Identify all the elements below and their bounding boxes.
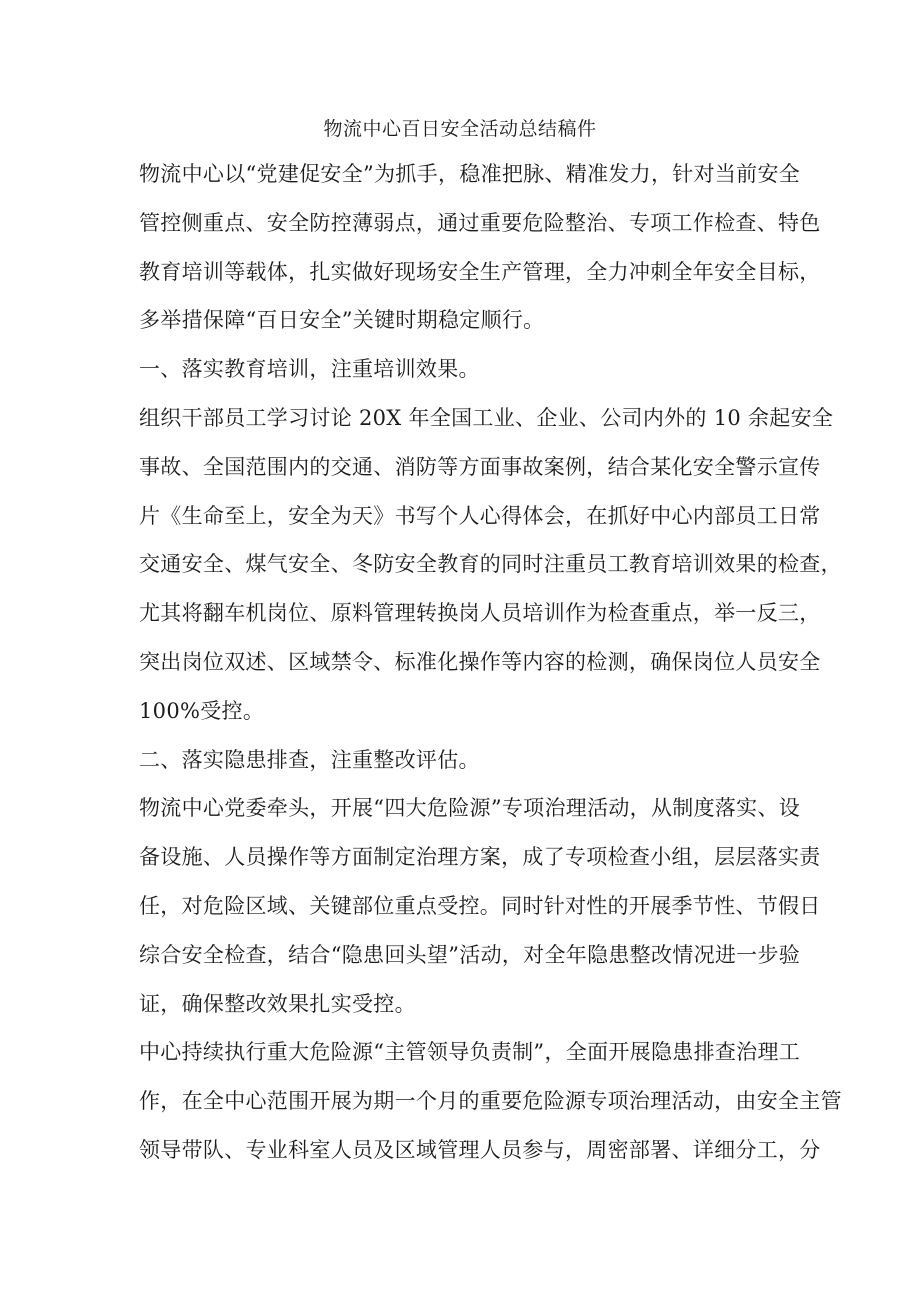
paragraph-line: 领导带队、专业科室人员及区域管理人员参与，周密部署、详细分工，分 [139,1137,821,1162]
paragraph-line: 组织干部员工学习讨论 20X 年全国工业、企业、公司内外的 10 余起安全 [139,405,834,430]
paragraph-line: 作，在全中心范围开展为期一个月的重要危险源专项治理活动，由安全主管 [139,1089,842,1114]
document-title: 物流中心百日安全活动总结稿件 [323,118,597,140]
paragraph-line: 突出岗位双述、区域禁令、标准化操作等内容的检测，确保岗位人员安全 [139,649,821,674]
paragraph-line: 物流中心以“党建促安全”为抓手，稳准把脉、精准发力，针对当前安全 [139,162,801,186]
section-heading: 二、落实隐患排查，注重整改评估。 [139,747,480,772]
paragraph-line: 物流中心党委牵头，开展“四大危险源”专项治理活动，从制度落实、设 [139,796,801,821]
paragraph-line: 交通安全、煤气安全、冬防安全教育的同时注重员工教育培训效果的检查， [139,552,842,577]
section-heading: 一、落实教育培训，注重培训效果。 [139,357,480,382]
paragraph-line: 管控侧重点、安全防控薄弱点，通过重要危险整治、专项工作检查、特色 [139,210,821,235]
paragraph-line: 中心持续执行重大危险源“主管领导负责制”，全面开展隐患排查治理工 [139,1040,801,1065]
paragraph-line: 片《生命至上，安全为天》书写个人心得体会，在抓好中心内部员工日常 [139,503,821,528]
paragraph-line: 任，对危险区域、关键部位重点受控。同时针对性的开展季节性、节假日 [139,893,821,918]
paragraph-line: 教育培训等载体，扎实做好现场安全生产管理，全力冲刺全年安全目标， [139,259,821,284]
paragraph-line: 综合安全检查，结合“隐患回头望”活动，对全年隐患整改情况进一步验 [139,942,801,967]
paragraph-line: 备设施、人员操作等方面制定治理方案，成了专项检查小组，层层落实责 [139,845,821,870]
paragraph-line: 尤其将翻车机岗位、原料管理转换岗人员培训作为检查重点，举一反三， [139,601,821,626]
paragraph-line: 事故、全国范围内的交通、消防等方面事故案例，结合某化安全警示宣传 [139,454,821,479]
paragraph-line: 多举措保障“百日安全”关键时期稳定顺行。 [139,308,545,333]
paragraph-line: 100%受控。 [139,698,265,723]
document-body [139,150,842,1175]
paragraph-line: 证，确保整改效果扎实受控。 [139,991,416,1016]
